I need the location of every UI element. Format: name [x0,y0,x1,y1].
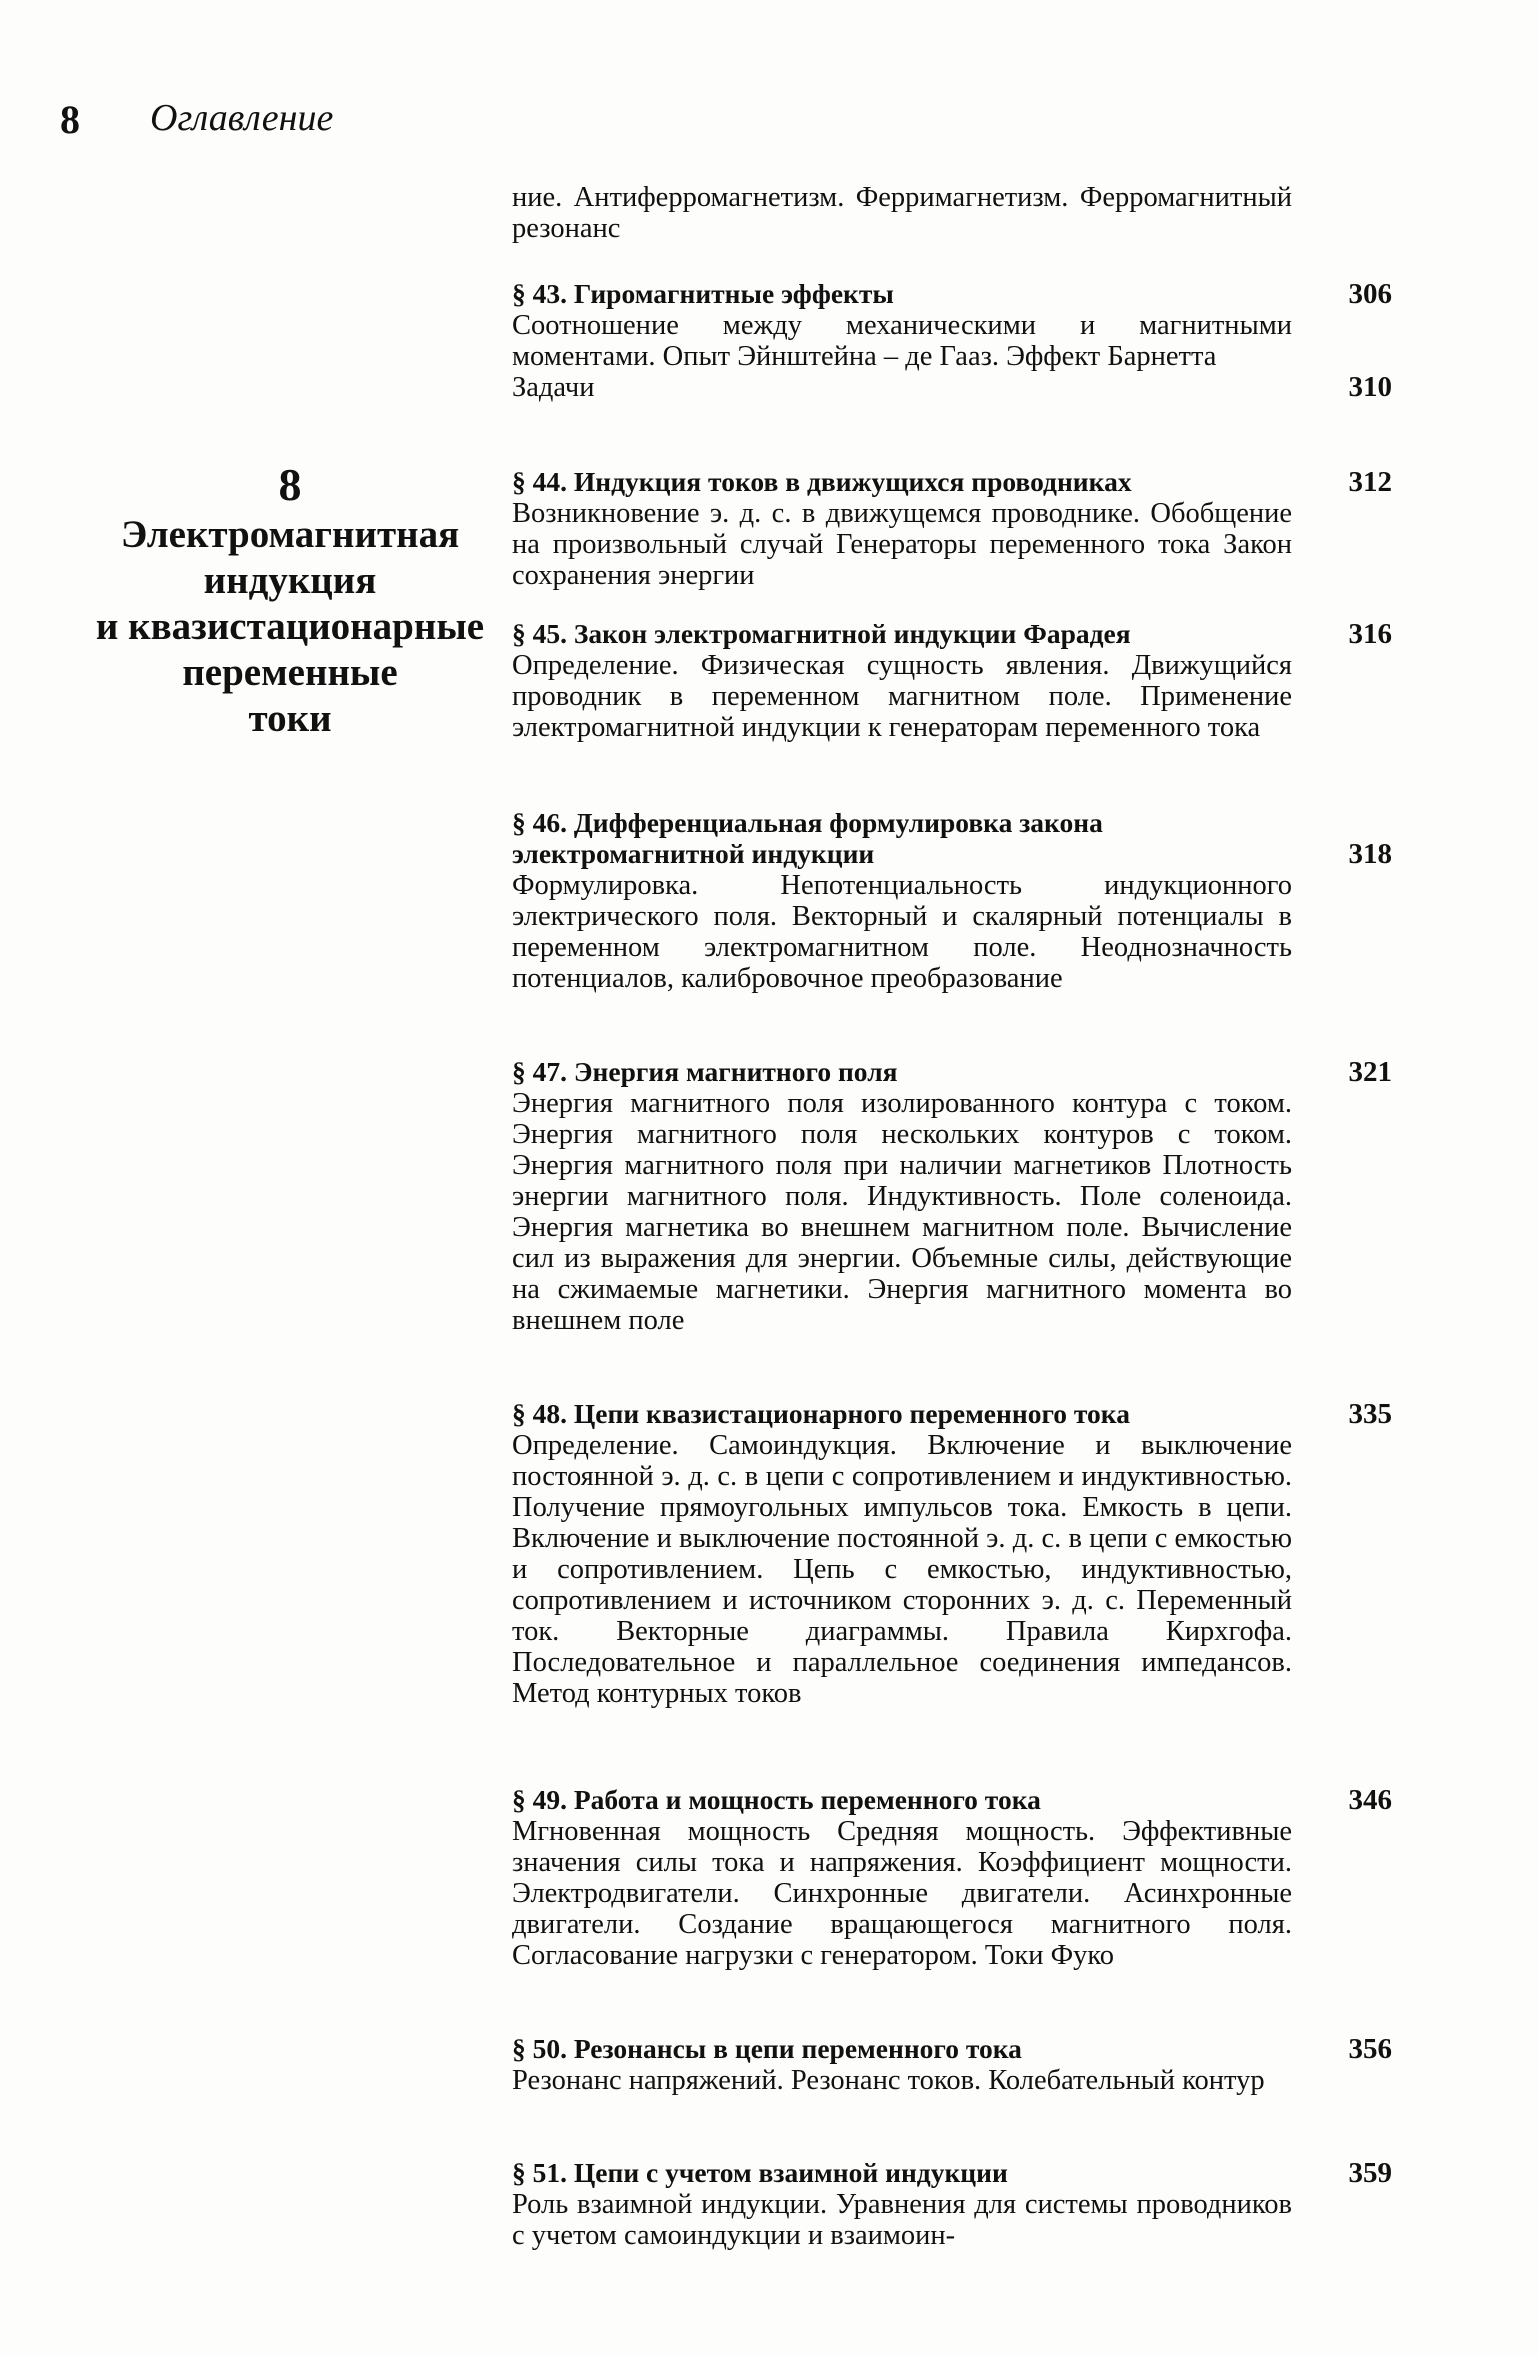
section-page: 356 [1348,2033,1392,2065]
toc-section [512,807,1412,994]
chapter-heading [70,459,510,742]
section-title[interactable]: § 51. Цепи с учетом взаимной индукции [512,2157,1008,2188]
chapter-title-line: Электромагнитная [120,513,460,556]
section-description: Роль взаимной индукции. Уравнения для системы проводников с учетом самоиндукции и взаимоин- [512,2189,1292,2251]
section-description: Определение. Самоиндукция. Включение и выключение постоянной э. д. с. в цепи с сопротивлением и индуктивностью. Получение прямоугольных импульсов тока. Емкость в цепи. Включение и выключение постоянной э. д. с. в цепи с емкостью и сопротивлением. Цепь с емкостью, индуктивностью, сопротивлением и источником сторонних э. д. с. Переменный ток. Векторные диаграммы. Правила Кирхгофа. Последовательное и параллельное соединения импедансов. Метод контурных токов [512,1430,1292,1709]
toc-section [512,278,1412,403]
chapter-title-line: индукция [203,559,377,602]
toc-section [512,1784,1412,1971]
toc-section [512,1398,1412,1709]
section-description: Энергия магнитного поля изолированного контура с током. Энергия магнитного поля нескольких контуров с током. Энергия магнитного поля при наличии магнетиков Плотность энергии магнитного поля. Индуктивность. Поле соленоида. Энергия магнетика во внешнем магнитном поле. Вычисление сил из выражения для энергии. Объемные силы, действующие на сжимаемые магнетики. Энергия магнитного момента во внешнем поле [512,1088,1292,1336]
section-page: 359 [1348,2157,1392,2189]
section-title[interactable]: § 48. Цепи квазистационарного переменного тока [512,1398,1130,1429]
toc-section [512,618,1412,743]
section-title[interactable]: § 44. Индукция токов в движущихся проводниках [512,466,1132,497]
section-page: 335 [1348,1398,1392,1430]
section-description: Определение. Физическая сущность явления. Движущийся проводник в переменном магнитном поле. Применение электромагнитной индукции к генераторам переменного тока [512,650,1292,743]
section-title[interactable]: § 49. Работа и мощность переменного тока [512,1784,1041,1815]
section-title[interactable]: § 47. Энергия магнитного поля [512,1056,898,1087]
intro-continuation: ние. Антиферромагнетизм. Ферримагнетизм. Ферромагнитный резонанс [512,182,1292,244]
section-page: 318 [1348,838,1392,870]
chapter-title-line: и квазистационарные [95,605,485,648]
section-description: Возникновение э. д. с. в движущемся проводнике. Обобщение на произвольный случай Генераторы переменного тока Закон сохранения энергии [512,498,1292,591]
section-title[interactable]: § 46. Дифференциальная формулировка закона электромагнитной индукции [512,807,1103,869]
section-page: 306 [1348,278,1392,310]
section-page: 316 [1348,618,1392,650]
tasks-page: 310 [1348,371,1392,403]
section-page: 321 [1348,1056,1392,1088]
section-page: 312 [1348,466,1392,498]
section-title[interactable]: § 50. Резонансы в цепи переменного тока [512,2033,1022,2064]
section-title[interactable]: § 43. Гиромагнитные эффекты [512,278,894,309]
toc-section [512,466,1412,591]
page-number: 8 [60,97,80,142]
section-description: Мгновенная мощность Средняя мощность. Эффективные значения силы тока и напряжения. Коэффициент мощности. Электродвигатели. Синхронные двигатели. Асинхронные двигатели. Создание вращающегося магнитного поля. Согласование нагрузки с генератором. Токи Фуко [512,1816,1292,1971]
running-title: Оглавление [150,97,334,139]
section-description: Соотношение между механическими и магнитными моментами. Опыт Эйнштейна – де Гааз. Эффект Барнетта [512,310,1292,372]
toc-section [512,2157,1412,2251]
section-description: Резонанс напряжений. Резонанс токов. Колебательный контур [512,2065,1265,2096]
section-title[interactable]: § 45. Закон электромагнитной индукции Фарадея [512,618,1131,649]
toc-section [512,2033,1412,2096]
chapter-number: 8 [278,459,302,510]
chapter-title-line: переменные [182,651,398,694]
tasks-label[interactable]: Задачи [512,372,595,403]
section-page: 346 [1348,1784,1392,1816]
section-description: Формулировка. Непотенциальность индукционного электрического поля. Векторный и скалярный потенциалы в переменном электромагнитном поле. Неоднозначность потенциалов, калибровочное преобразование [512,870,1292,994]
chapter-title-line: токи [248,697,332,740]
toc-section [512,1056,1412,1336]
